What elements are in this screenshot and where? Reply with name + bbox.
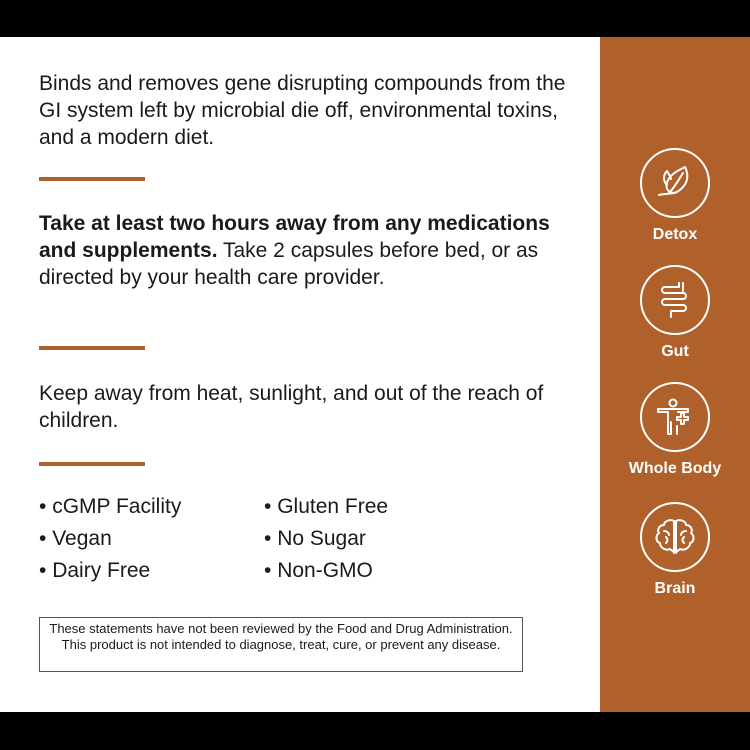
divider <box>39 177 145 181</box>
directions-text <box>39 210 569 291</box>
badge-label: Gut <box>661 343 689 360</box>
intestine-icon <box>640 265 710 335</box>
directions-rest: Take 2 capsules before bed, or as directed by your health care provider. <box>39 239 539 289</box>
feature-item: • Vegan <box>39 523 181 555</box>
divider <box>39 346 145 350</box>
feature-item: • Gluten Free <box>264 491 388 523</box>
badge-whole-body <box>600 382 750 478</box>
top-black-bar <box>0 0 750 37</box>
directions-bold: Take at least two hours away from any medications and supplements. <box>39 212 550 262</box>
leaf-icon <box>640 148 710 218</box>
fda-disclaimer: These statements have not been reviewed by the Food and Drug Administration. This product is not intended to diagnose, treat, cure, or prevent any disease. <box>39 617 523 672</box>
divider <box>39 462 145 466</box>
description-text: Binds and removes gene disrupting compounds from the GI system left by microbial die off, environmental toxins, and a modern diet. <box>39 72 566 149</box>
storage-text: Keep away from heat, sunlight, and out of the reach of children. <box>39 382 544 432</box>
feature-item: • Dairy Free <box>39 555 181 587</box>
feature-item: • Non-GMO <box>264 555 388 587</box>
badge-label: Whole Body <box>628 460 722 477</box>
badge-detox <box>600 148 750 244</box>
badge-label: Brain <box>654 580 696 597</box>
badge-gut <box>600 265 750 361</box>
body-plus-icon <box>640 382 710 452</box>
badge-label: Detox <box>652 226 698 243</box>
feature-item: • cGMP Facility <box>39 491 181 523</box>
feature-item: • No Sugar <box>264 523 388 555</box>
benefits-sidebar <box>600 37 750 712</box>
features-left-list <box>39 491 181 587</box>
features-right-list <box>264 491 388 587</box>
bottom-black-bar <box>0 712 750 750</box>
badge-brain <box>600 502 750 598</box>
brain-icon <box>640 502 710 572</box>
